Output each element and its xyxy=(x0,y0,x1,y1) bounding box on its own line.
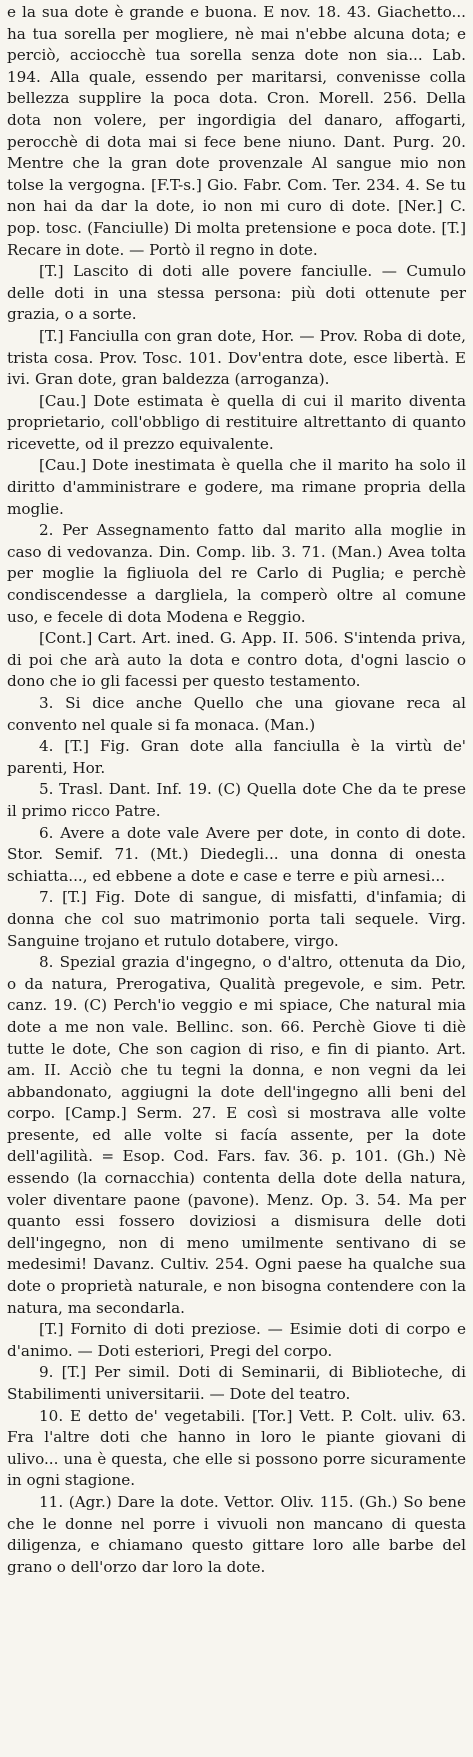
entry-paragraph-2: [T.] Lascito di doti alle povere fanciulle. — Cumulo delle doti in una stessa persona: più doti ottenute per grazia, o a sorte. xyxy=(7,262,466,324)
entry-paragraph-16: 10. E detto de' vegetabili. [Tor.] Vett. P. Colt. uliv. 63. Fra l'altre doti che hanno in loro le piante giovani di ulivo... una è questa, che elle si possono porre sicuramente in ogni stagione. xyxy=(7,1406,466,1490)
entry-paragraph-9: 4. [T.] Fig. Gran dote alla fanciulla è la virtù de' parenti, Hor. xyxy=(7,737,466,777)
entry-paragraph-1: e la sua dote è grande e buona. E nov. 18. 43. Giachetto... ha tua sorella per mogliere, nè mai n'ebbe alcuna dota; e perciò, acciocchè tua sorella senza dote non sia... Lab. 194. Alla quale, essendo per maritarsi, convenisse colla bellezza supplire la poca dota. Cron. Morell. 256. Della dota non volere, per ingordigia del danaro, affogarti, perocchè di dota mai si fece bene niuno. Dant. Purg. 20. Mentre che la gran dote provenzale Al sangue mio non tolse la vergogna. [F.T-s.] Gio. Fabr. Com. Ter. 234. 4. Se tu non hai da dar la dote, io non mi curo di dote. [Ner.] C. pop. tosc. (Fanciulle) Di molta pretensione e poca dote. [T.] Recare in dote. — Portò il regno in dote. xyxy=(7,3,466,259)
entry-paragraph-4: [Cau.] Dote estimata è quella di cui il marito diventa proprietario, coll'obbligo di restituire altrettanto di quanto ricevette, od il prezzo equivalente. xyxy=(7,391,466,453)
entry-paragraph-17: 11. (Agr.) Dare la dote. Vettor. Oliv. 115. (Gh.) So bene che le donne nel porre i vivuoli non mancano di questa diligenza, e chiamano questo gittare loro alle barbe del grano o dell'orzo dar loro la dote. xyxy=(7,1492,466,1576)
entry-paragraph-6: 2. Per Assegnamento fatto dal marito alla moglie in caso di vedovanza. Din. Comp. lib. 3. 71. (Man.) Avea tolta per moglie la figliuola del re Carlo di Puglia; e perchè condiscendesse a dargliela, la comperò oltre al comune uso, e fecele di dota Modena e Reggio. xyxy=(7,521,466,626)
entry-paragraph-10: 5. Trasl. Dant. Inf. 19. (C) Quella dote Che da te prese il primo ricco Patre. xyxy=(7,780,466,820)
entry-paragraph-8: 3. Si dice anche Quello che una giovane reca al convento nel quale si fa monaca. (Man.) xyxy=(7,694,466,734)
entry-paragraph-5: [Cau.] Dote inestimata è quella che il marito ha solo il diritto d'amministrare e godere, ma rimane propria della moglie. xyxy=(7,456,466,518)
entry-paragraph-14: [T.] Fornito di doti preziose. — Esimie doti di corpo e d'animo. — Doti esteriori, Pregi del corpo. xyxy=(7,1320,466,1360)
entry-paragraph-3: [T.] Fanciulla con gran dote, Hor. — Prov. Roba di dote, trista cosa. Prov. Tosc. 101. Dov'entra dote, esce libertà. E ivi. Gran dote, gran baldezza (arroganza). xyxy=(7,326,466,389)
entry-paragraph-7: [Cont.] Cart. Art. ined. G. App. II. 506. S'intenda priva, di poi che arà auto la dota e contro dota, d'ogni lascio o dono che io gli facessi per questo testamento. xyxy=(7,629,466,691)
entry-paragraph-12: 7. [T.] Fig. Dote di sangue, di misfatti, d'infamia; di donna che col suo matrimonio porta tali sequele. Virg. Sanguine trojano et rutulo dotabere, virgo. xyxy=(7,888,466,950)
entry-paragraph-15: 9. [T.] Per simil. Doti di Seminarii, di Biblioteche, di Stabilimenti universitarii. — Dote del teatro. xyxy=(7,1363,466,1403)
entry-paragraph-13: 8. Spezial grazia d'ingegno, o d'altro, ottenuta da Dio, o da natura, Prerogativa, Qualità pregevole, e sim. Petr. canz. 19. (C) Perch'io veggio e mi spiace, Che natural mia dote a me non vale. Bellinc. son. 66. Perchè Giove ti diè tutte le dote, Che son cagion di riso, e fin di pianto. Art. am. II. Acciò che tu tegni la donna, e non vegni da lei abbandonato, aggiugni la dote dell'ingegno alli beni del corpo. [Camp.] Serm. 27. E così si mostrava alle volte presente, ed alle volte si facía assente, per la dote dell'agilità. = Esop. Cod. Fars. fav. 36. p. 101. (Gh.) Nè essendo (la cornacchia) contenta della dote della natura, voler diventare paone (pavone). Menz. Op. 3. 54. Ma per quanto essi fossero doviziosi a dismisura delle doti dell'ingegno, non di meno umilmente sentivano di se medesimi! Davanz. Cultiv. 254. Ogni paese ha qualche sua dote o proprietà naturale, e non bisogna contendere con la natura, ma secondarla. xyxy=(7,953,466,1317)
entry-paragraph-11: 6. Avere a dote vale Avere per dote, in conto di dote. Stor. Semif. 71. (Mt.) Diedegli... una donna di onesta schiatta..., ed ebbene a dote e case e terre e più arnesi... xyxy=(7,823,466,885)
